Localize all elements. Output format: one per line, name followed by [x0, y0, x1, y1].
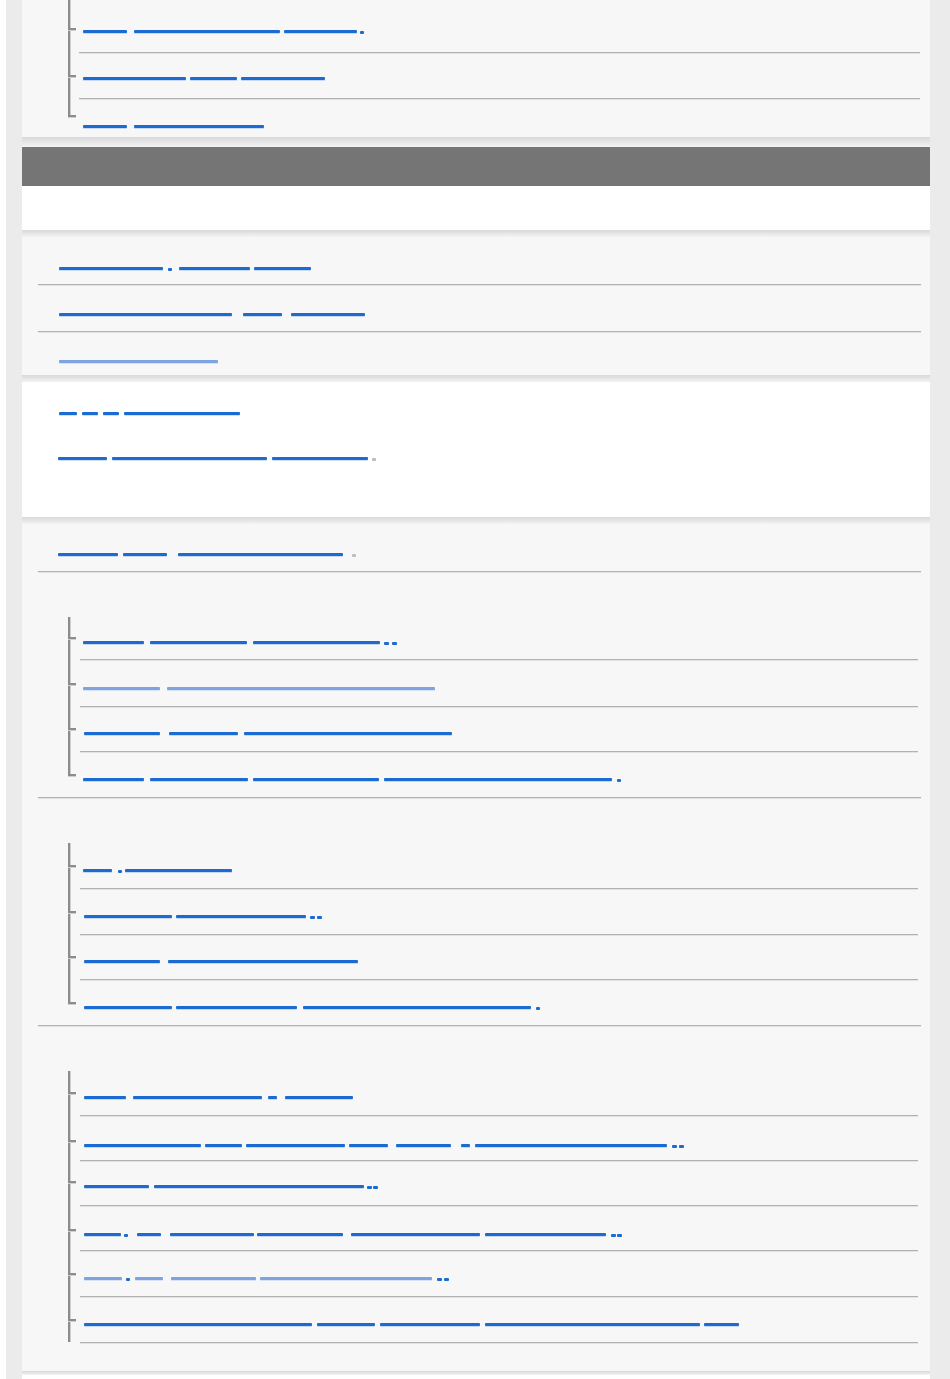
- list-divider: [80, 1160, 918, 1161]
- punctuation-dot: [679, 1145, 684, 1148]
- card-shadow-band: [22, 517, 930, 524]
- link-row: [22, 869, 930, 873]
- link-bar[interactable]: [59, 313, 232, 316]
- link-bar[interactable]: [83, 30, 127, 33]
- tree-branch-tick: [68, 1229, 76, 1231]
- tree-branch-tick: [68, 1140, 76, 1142]
- link-bar[interactable]: [59, 267, 163, 270]
- tree-branch-tick: [68, 115, 76, 117]
- link-bar[interactable]: [205, 1144, 242, 1147]
- link-bar[interactable]: [246, 1144, 345, 1147]
- tree-branch-tick: [68, 1273, 76, 1275]
- link-bar[interactable]: [241, 77, 325, 80]
- link-row: [22, 412, 930, 416]
- link-bar[interactable]: [190, 77, 237, 80]
- list-divider: [38, 571, 921, 572]
- link-bar[interactable]: [396, 1144, 451, 1147]
- link-bar[interactable]: [169, 732, 238, 735]
- card-shadow-band: [22, 137, 930, 147]
- link-bar[interactable]: [83, 778, 144, 781]
- list-divider: [38, 1025, 921, 1026]
- link-bar[interactable]: [133, 1096, 262, 1099]
- punctuation-dot: [672, 1145, 677, 1148]
- link-bar[interactable]: [84, 1144, 201, 1147]
- link-row: [22, 267, 930, 271]
- list-divider: [79, 98, 920, 99]
- list-divider: [80, 1296, 918, 1297]
- link-bar[interactable]: [83, 125, 127, 128]
- tree-branch-tick: [68, 774, 76, 776]
- link-bar[interactable]: [380, 1323, 480, 1326]
- link-bar[interactable]: [291, 313, 365, 316]
- link-bar[interactable]: [485, 1233, 606, 1236]
- link-bar[interactable]: [84, 732, 160, 735]
- list-divider: [38, 797, 921, 798]
- punctuation-gray: [352, 554, 356, 557]
- punctuation-dot: [384, 642, 389, 645]
- link-row: [22, 1006, 930, 1010]
- right-gutter-strip: [930, 0, 950, 1379]
- list-divider: [38, 284, 921, 285]
- link-bar[interactable]: [84, 1233, 121, 1236]
- link-bar[interactable]: [260, 1277, 432, 1280]
- punctuation-dot: [611, 1234, 616, 1237]
- link-row: [22, 687, 930, 691]
- card-shadow-band: [22, 230, 930, 237]
- link-bar[interactable]: [84, 1277, 122, 1280]
- link-bar[interactable]: [84, 1006, 172, 1009]
- link-bar[interactable]: [704, 1323, 739, 1326]
- punctuation-dot: [392, 642, 397, 645]
- link-bar[interactable]: [134, 30, 280, 33]
- link-bar[interactable]: [58, 553, 118, 556]
- link-bar[interactable]: [124, 412, 240, 415]
- link-bar[interactable]: [475, 1144, 667, 1147]
- link-bar[interactable]: [59, 412, 77, 415]
- link-bar[interactable]: [171, 1277, 256, 1280]
- link-bar[interactable]: [272, 457, 368, 460]
- link-bar[interactable]: [485, 1323, 700, 1326]
- link-bar[interactable]: [179, 267, 250, 270]
- link-bar[interactable]: [284, 30, 357, 33]
- punctuation-dot: [444, 1278, 449, 1281]
- tree-branch-tick: [68, 865, 76, 867]
- link-bar[interactable]: [123, 553, 167, 556]
- punctuation-dot: [617, 779, 621, 782]
- link-row: [22, 1096, 930, 1100]
- card-shadow-band: [22, 375, 930, 382]
- link-bar[interactable]: [125, 869, 232, 872]
- list-divider: [38, 331, 921, 332]
- link-row: [22, 553, 930, 557]
- link-bar[interactable]: [317, 1323, 375, 1326]
- link-row: [22, 313, 930, 317]
- link-bar[interactable]: [243, 313, 282, 316]
- link-bar[interactable]: [84, 960, 160, 963]
- link-row: [22, 1277, 930, 1281]
- link-bar[interactable]: [84, 1096, 126, 1099]
- list-divider: [80, 751, 918, 752]
- tree-branch-tick: [68, 956, 76, 958]
- tree-branch-tick: [68, 1002, 76, 1004]
- link-bar[interactable]: [83, 869, 112, 872]
- list-divider: [80, 1205, 918, 1206]
- link-bar[interactable]: [178, 553, 343, 556]
- link-row: [22, 641, 930, 645]
- link-bar[interactable]: [84, 1323, 312, 1326]
- link-bar[interactable]: [84, 915, 172, 918]
- tree-branch-tick: [68, 1092, 76, 1094]
- punctuation-dot: [437, 1278, 442, 1281]
- punctuation-dot: [367, 1186, 372, 1189]
- content-column: [22, 0, 930, 1379]
- link-bar[interactable]: [103, 412, 119, 415]
- link-bar[interactable]: [384, 778, 612, 781]
- link-row: [22, 1323, 930, 1327]
- quick-links-card: [22, 237, 930, 375]
- link-bar[interactable]: [351, 1233, 480, 1236]
- tree-branch-tick: [68, 1319, 76, 1321]
- punctuation-gray: [372, 458, 376, 461]
- link-row: [22, 1233, 930, 1237]
- link-bar[interactable]: [254, 267, 311, 270]
- link-bar[interactable]: [461, 1144, 470, 1147]
- list-divider: [79, 52, 920, 53]
- link-bar[interactable]: [257, 1233, 343, 1236]
- list-divider: [80, 1115, 918, 1116]
- punctuation-dot: [168, 268, 172, 271]
- link-row: [22, 360, 930, 364]
- punctuation-dot: [126, 1278, 130, 1281]
- tree-branch-tick: [68, 911, 76, 913]
- list-divider: [80, 934, 918, 935]
- link-row: [22, 778, 930, 782]
- link-row: [22, 125, 930, 129]
- tree-connector-line: [68, 843, 70, 1004]
- link-bar[interactable]: [253, 641, 380, 644]
- top-link-tree-card: [22, 0, 930, 137]
- link-bar[interactable]: [112, 457, 267, 460]
- left-gutter-strip: [6, 0, 22, 1379]
- link-bar[interactable]: [268, 1096, 277, 1099]
- punctuation-dot: [118, 870, 122, 873]
- list-divider: [80, 1250, 918, 1251]
- link-bar[interactable]: [253, 778, 379, 781]
- punctuation-dot: [617, 1234, 622, 1237]
- link-bar[interactable]: [150, 641, 247, 644]
- link-bar[interactable]: [167, 687, 435, 690]
- link-bar[interactable]: [58, 457, 107, 460]
- link-bar[interactable]: [168, 960, 358, 963]
- section-header-banner: [22, 147, 930, 186]
- punctuation-dot: [124, 1234, 128, 1237]
- model-links-card: [22, 382, 930, 517]
- link-row: [22, 915, 930, 919]
- tree-branch-tick: [68, 683, 76, 685]
- list-divider: [80, 1342, 918, 1343]
- table-of-contents-card: [22, 524, 930, 1371]
- punctuation-dot: [317, 916, 322, 919]
- link-bar[interactable]: [303, 1006, 531, 1009]
- tree-connector-line: [68, 0, 70, 118]
- link-bar[interactable]: [170, 1233, 254, 1236]
- link-bar[interactable]: [244, 732, 452, 735]
- link-row: [22, 457, 930, 461]
- punctuation-dot: [360, 31, 364, 34]
- link-row: [22, 732, 930, 736]
- link-row: [22, 960, 930, 964]
- link-bar[interactable]: [82, 412, 98, 415]
- tree-branch-tick: [68, 637, 76, 639]
- list-divider: [80, 659, 918, 660]
- card-shadow-band: [22, 1371, 930, 1375]
- list-divider: [80, 706, 918, 707]
- list-divider: [80, 888, 918, 889]
- link-bar[interactable]: [83, 77, 186, 80]
- tree-branch-tick: [68, 728, 76, 730]
- punctuation-dot: [310, 916, 315, 919]
- link-row: [22, 30, 930, 34]
- link-row: [22, 1144, 930, 1148]
- link-bar[interactable]: [134, 125, 264, 128]
- link-bar[interactable]: [154, 1185, 364, 1188]
- link-bar[interactable]: [349, 1144, 388, 1147]
- link-bar[interactable]: [285, 1096, 353, 1099]
- link-bar[interactable]: [59, 360, 218, 363]
- link-bar[interactable]: [135, 1277, 163, 1280]
- list-divider: [80, 979, 918, 980]
- link-bar[interactable]: [150, 778, 248, 781]
- link-bar[interactable]: [176, 915, 306, 918]
- link-bar[interactable]: [84, 1185, 149, 1188]
- link-bar[interactable]: [83, 687, 160, 690]
- link-bar[interactable]: [83, 641, 144, 644]
- link-row: [22, 77, 930, 81]
- link-bar[interactable]: [137, 1233, 161, 1236]
- punctuation-dot: [373, 1186, 378, 1189]
- punctuation-dot: [536, 1007, 540, 1010]
- tree-branch-tick: [68, 1181, 76, 1183]
- link-bar[interactable]: [176, 1006, 297, 1009]
- link-row: [22, 1185, 930, 1189]
- tree-connector-line: [68, 1071, 70, 1342]
